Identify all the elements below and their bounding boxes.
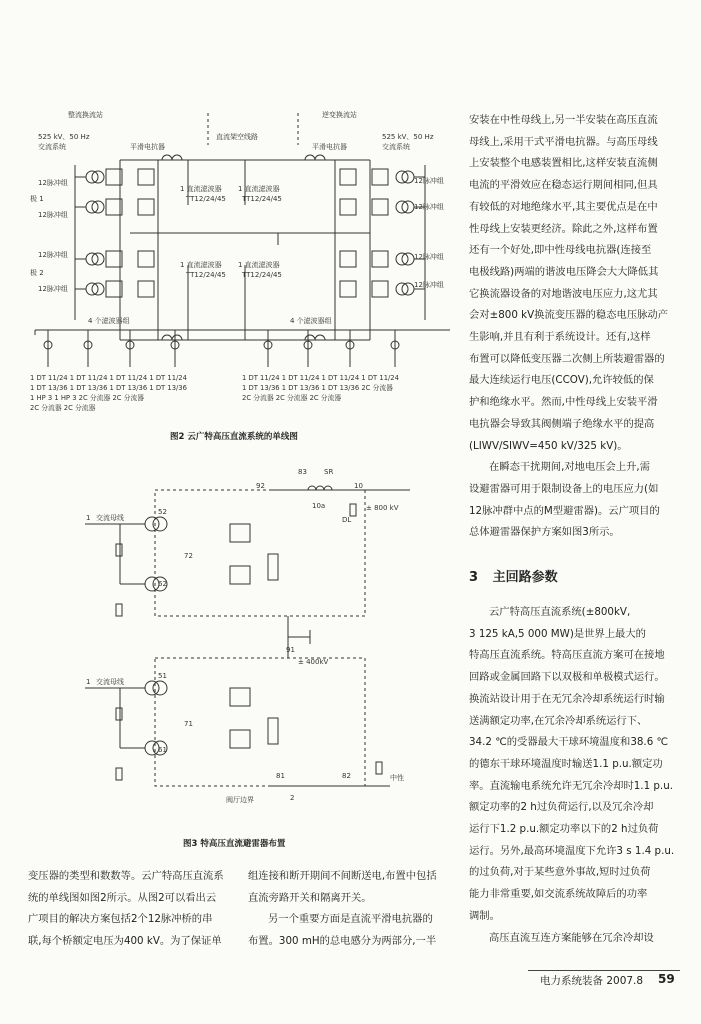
text-line: 它换流器设备的对地谐波电压应力,这尤其 bbox=[469, 287, 658, 300]
text-line: 3 125 kA,5 000 MW)是世界上最大的 bbox=[469, 627, 646, 640]
text-line: 变压器的类型和数数等。云广特高压直流系 bbox=[28, 870, 224, 882]
text-line: 能力非常重要,如交流系统故障后的功率 bbox=[469, 888, 648, 901]
figure3-arrester-diagram bbox=[80, 462, 460, 812]
fig2-pulse-left-3: 12脉冲组 bbox=[38, 251, 68, 259]
fig2-smoothing-right: 平滑电抗器 bbox=[312, 143, 347, 151]
fig2-dc-filter-type-4: TT12/24/45 bbox=[242, 271, 282, 279]
text-line: 组连接和断开期间不间断送电,布置中包括 bbox=[248, 870, 437, 882]
fig3-n51: 51 bbox=[158, 672, 167, 680]
fig2-pulse-left-4: 12脉冲组 bbox=[38, 285, 68, 293]
fig2-pulse-right-4: 12脉冲组 bbox=[414, 281, 444, 289]
text-line: 联,每个桥额定电压为400 kV。为了保证单 bbox=[28, 935, 222, 948]
text-line: 云广特高压直流系统(±800kV, bbox=[489, 606, 631, 618]
text-line: 布置可以降低变压器二次侧上所装避雷器的 bbox=[469, 352, 665, 365]
fig2-dc-filter-type-1: TT12/24/45 bbox=[186, 195, 226, 203]
fig3-n52: 52 bbox=[158, 508, 167, 516]
fig2-top-left-label: 整流换流站 bbox=[68, 111, 103, 119]
fig3-n1: 1 bbox=[86, 514, 91, 522]
fig2-dc-filter-2: 1 直流滤波器 bbox=[238, 185, 280, 193]
fig3-ac-bus-1: 交流母线 bbox=[96, 514, 124, 522]
fig2-filter-left-line: 1 HP 3 1 HP 3 2C 分流器 2C 分流器 bbox=[30, 394, 145, 402]
text-line: 的德东干球环境温度时输送1.1 p.u.额定功 bbox=[469, 757, 663, 770]
fig3-n10a: 10a bbox=[312, 502, 326, 510]
fig3-n83: 83 bbox=[298, 468, 307, 476]
text-line: 性母线上安装更经济。除此之外,这样布置 bbox=[469, 222, 658, 235]
fig2-ac-right: 525 kV、50 Hz bbox=[382, 133, 434, 141]
text-line: 会对±800 kV换流变压器的稳态电压脉动产 bbox=[469, 309, 669, 322]
text-line: 34.2 ℃的受器最大干球环境温度和38.6 ℃ bbox=[469, 736, 669, 749]
fig3-neutral: 中性 bbox=[390, 774, 404, 782]
fig2-dc-filter-type-3: TT12/24/45 bbox=[186, 271, 226, 279]
text-line: 电极线路)两端的谐波电压降会大大降低其 bbox=[469, 265, 659, 278]
fig2-ac-right2: 交流系统 bbox=[382, 143, 410, 151]
fig2-pulse-right-2: 12脉冲组 bbox=[414, 203, 444, 211]
section-text bbox=[469, 602, 677, 949]
text-line: 生影响,并且有利于系统设计。还有,这样 bbox=[469, 331, 651, 344]
fig2-filter-left-line: 1 DT 13/36 1 DT 13/36 1 DT 13/36 1 DT 13/36 bbox=[30, 384, 187, 392]
fig2-top-right-label: 逆变换流站 bbox=[322, 111, 357, 119]
text-line: 电流的平滑效应在稳态运行期间相同,但具 bbox=[469, 179, 658, 192]
fig3-n71: 71 bbox=[184, 720, 193, 728]
text-line: 设避雷器可用于限制设备上的电压应力(如 bbox=[469, 482, 659, 495]
fig3-kv800: ± 800 kV bbox=[366, 504, 399, 512]
fig2-pulse-right-3: 12脉冲组 bbox=[414, 253, 444, 261]
text-line: 上安装整个电感装置相比,这样安装直流侧 bbox=[469, 157, 658, 170]
fig2-filter-left-line: 1 DT 11/24 1 DT 11/24 1 DT 11/24 1 DT 11/24 bbox=[30, 374, 187, 382]
fig3-n1b: 1 bbox=[86, 678, 91, 686]
fig3-kv400: ± 400kV bbox=[298, 658, 329, 666]
figure2-single-line-diagram bbox=[30, 105, 460, 430]
text-line: 12脉冲群中点的M型避雷器)。云广项目的 bbox=[469, 504, 660, 517]
bottom-left-text bbox=[28, 866, 233, 953]
fig2-filter-left-line: 2C 分流器 2C 分流器 bbox=[30, 404, 96, 412]
text-line: 另一个重要方面是直流平滑电抗器的 bbox=[268, 913, 433, 926]
text-line: 母线上,采用干式平滑电抗器。与高压母线 bbox=[469, 135, 658, 148]
fig3-n62: 62 bbox=[158, 580, 167, 588]
fig3-n10: 10 bbox=[354, 482, 363, 490]
fig2-filter-group-right: 4 个滤波器组 bbox=[290, 317, 332, 325]
fig3-n2: 2 bbox=[290, 794, 295, 802]
fig2-pulse-left-1: 12脉冲组 bbox=[38, 179, 68, 187]
text-line: 调制。 bbox=[469, 909, 500, 922]
fig2-filter-right-line: 1 DT 11/24 1 DT 11/24 1 DT 11/24 1 DT 11/24 bbox=[242, 374, 399, 382]
text-line: 高压直流互连方案能够在冗余冷却设 bbox=[489, 931, 654, 944]
text-line: 安装在中性母线上,另一半安装在高压直流 bbox=[469, 114, 658, 126]
fig2-filter-group-left: 4 个滤波器组 bbox=[88, 317, 130, 325]
right-column-text bbox=[469, 110, 677, 544]
text-line: 的过负荷,对于某些意外事故,短时过负荷 bbox=[469, 866, 651, 879]
fig2-pole2: 极 2 bbox=[30, 269, 44, 277]
fig2-filter-right-line: 2C 分流器 2C 分流器 2C 分流器 bbox=[242, 394, 342, 402]
text-line: 换流站设计用于在无冗余冷却系统运行时输 bbox=[469, 692, 665, 705]
fig3-n91: 91 bbox=[286, 646, 295, 654]
fig3-valve-hall: 阀厅边界 bbox=[226, 796, 254, 804]
fig3-dl: DL bbox=[342, 516, 352, 524]
fig2-dc-filter-type-2: TT12/24/45 bbox=[242, 195, 282, 203]
fig2-smoothing-left: 平滑电抗器 bbox=[130, 143, 165, 151]
fig3-sr: SR bbox=[324, 468, 334, 476]
fig3-ac-bus-2: 交流母线 bbox=[96, 678, 124, 686]
fig2-ac-left2: 交流系统 bbox=[38, 143, 66, 151]
bottom-mid-text bbox=[248, 866, 453, 953]
fig3-n81: 81 bbox=[276, 772, 285, 780]
text-line: 统的单线图如图2所示。从图2可以看出云 bbox=[28, 891, 217, 904]
page-number: 59 bbox=[658, 972, 675, 986]
text-line: 特高压直流系统。特高压直流方案可在接地 bbox=[469, 649, 665, 662]
fig2-dc-filter-3: 1 直流滤波器 bbox=[180, 261, 222, 269]
text-line: 有较低的对地绝缘水平,其主要优点是在中 bbox=[469, 200, 658, 213]
section-number: 3 bbox=[469, 570, 479, 585]
fig2-dc-filter-1: 1 直流滤波器 bbox=[180, 185, 222, 193]
text-line: 送满额定功率,在冗余冷却系统运行下、 bbox=[469, 714, 648, 727]
fig3-n82: 82 bbox=[342, 772, 351, 780]
text-line: 还有一个好处,即中性母线电抗器(连接至 bbox=[469, 244, 652, 257]
text-line: 额定功率的2 h过负荷运行,以及冗余冷却 bbox=[469, 801, 654, 814]
fig2-pulse-right-1: 12脉冲组 bbox=[414, 177, 444, 185]
text-line: 电抗器会导致其阀侧端子绝缘水平的提高 bbox=[469, 417, 655, 430]
text-line: 率。直流输电系统允许无冗余冷却时1.1 p.u. bbox=[469, 779, 674, 792]
text-line: 最大连续运行电压(CCOV),允许较低的保 bbox=[469, 374, 654, 387]
fig2-pole1: 极 1 bbox=[30, 195, 44, 203]
figure2-caption: 图2 云广特高压直流系统的单线图 bbox=[170, 432, 298, 442]
fig3-n72: 72 bbox=[184, 552, 193, 560]
figure3-caption: 图3 特高压直流避雷器布置 bbox=[183, 839, 286, 849]
text-line: 护和绝缘水平。然而,中性母线上安装平滑 bbox=[469, 396, 658, 409]
fig2-dc-line: 直流架空线路 bbox=[216, 133, 258, 141]
section-title: 主回路参数 bbox=[492, 570, 558, 585]
footer-journal: 电力系统装备 2007.8 bbox=[540, 975, 644, 987]
text-line: 直流旁路开关和隔离开关。 bbox=[248, 891, 372, 904]
fig2-dc-filter-4: 1 直流滤波器 bbox=[238, 261, 280, 269]
section-heading bbox=[469, 566, 558, 585]
text-line: 运行。另外,最高环境温度下允许3 s 1.4 p.u. bbox=[469, 844, 675, 857]
text-line: 广项目的解决方案包括2个12脉冲桥的串 bbox=[28, 913, 213, 926]
fig2-filter-right-line: 1 DT 13/36 1 DT 13/36 1 DT 13/36 2C 分流器 bbox=[242, 384, 393, 392]
text-line: 在瞬态干扰期间,对地电压会上升,需 bbox=[489, 461, 650, 474]
text-line: 总体避雷器保护方案如图3所示。 bbox=[469, 526, 620, 539]
fig2-ac-left: 525 kV、50 Hz bbox=[38, 133, 90, 141]
text-line: 运行下1.2 p.u.额定功率以下的2 h过负荷 bbox=[469, 823, 659, 836]
text-line: 回路或金属回路下以双极和单极模式运行。 bbox=[469, 671, 665, 684]
fig3-n92: 92 bbox=[256, 482, 265, 490]
text-line: 布置。300 mH的总电感分为两部分,一半 bbox=[248, 935, 437, 948]
fig2-pulse-left-2: 12脉冲组 bbox=[38, 211, 68, 219]
fig3-n61: 61 bbox=[158, 746, 167, 754]
text-line: (LIWV/SIWV=450 kV/325 kV)。 bbox=[469, 439, 628, 452]
